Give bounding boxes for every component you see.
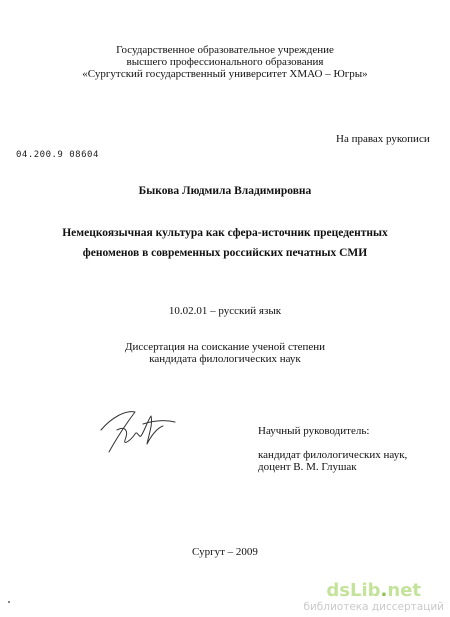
degree-line-2: кандидата филологических наук bbox=[149, 353, 301, 365]
institution-line-1: Государственное образовательное учреждение bbox=[116, 44, 334, 56]
dslib-watermark bbox=[303, 581, 444, 613]
supervisor-heading: Научный руководитель: bbox=[258, 425, 370, 437]
registration-stamp-number: 04.200.9 08604 bbox=[16, 150, 99, 160]
logo-dot: . bbox=[380, 580, 388, 601]
city-year: Сургут – 2009 bbox=[192, 546, 258, 558]
logo-main-text: dsLib bbox=[326, 580, 381, 601]
supervisor-credential-line-2: доцент В. М. Глушак bbox=[258, 461, 357, 473]
author-name: Быкова Людмила Владимировна bbox=[138, 185, 312, 197]
specialty-code: 10.02.01 – русский язык bbox=[168, 305, 282, 317]
manuscript-note: На правах рукописи bbox=[336, 133, 430, 145]
watermark-subtitle: библиотека диссертаций bbox=[303, 601, 444, 613]
dissertation-title-line-1: Немецкоязычная культура как сфера-источник прецедентных bbox=[62, 227, 388, 239]
dissertation-title-line-2: феноменов в современных российских печатных СМИ bbox=[82, 247, 368, 259]
supervisor-credential-line-1: кандидат филологических наук, bbox=[258, 449, 408, 461]
dslib-logo bbox=[303, 581, 444, 601]
institution-line-2: высшего профессионального образования bbox=[126, 56, 324, 68]
handwritten-signature-icon bbox=[95, 400, 185, 460]
scan-speck bbox=[8, 601, 10, 603]
degree-line-1: Диссертация на соискание ученой степени bbox=[124, 341, 326, 353]
institution-line-3: «Сургутский государственный университет ХМАО – Югры» bbox=[82, 68, 368, 80]
logo-tld-text: net bbox=[387, 580, 422, 601]
